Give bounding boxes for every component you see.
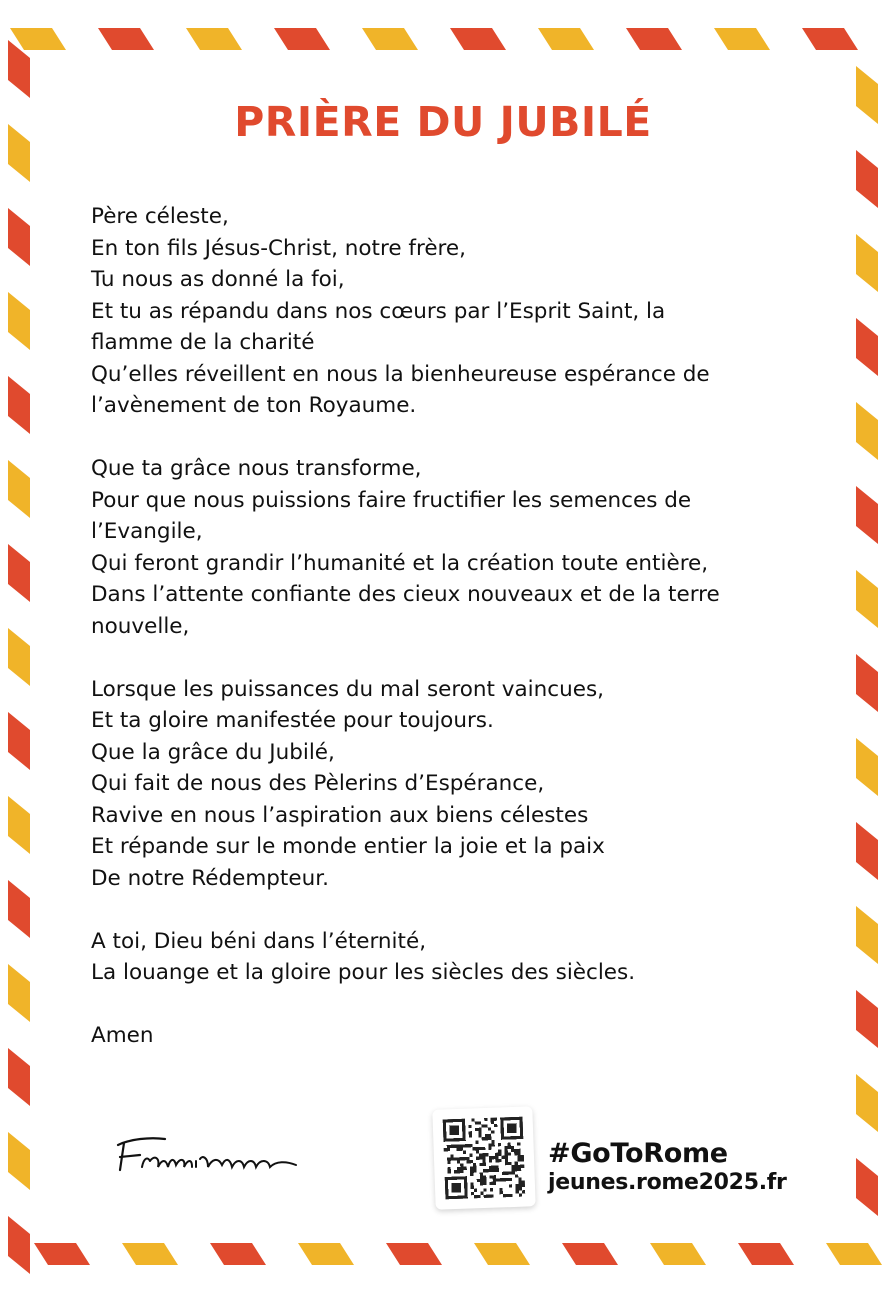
prayer-stanza — [91, 1020, 821, 1052]
prayer-line: Que la grâce du Jubilé, — [91, 739, 335, 765]
prayer-stanza — [91, 201, 821, 422]
hashtag: #GoToRome — [548, 1138, 728, 1169]
prayer-line: nouvelle, — [91, 613, 190, 639]
prayer-line: Ravive en nous l’aspiration aux biens célestes — [91, 802, 589, 828]
prayer-stanza — [91, 926, 821, 989]
prayer-line: En ton fils Jésus-Christ, notre frère, — [91, 235, 466, 261]
airmail-border-bottom — [0, 1223, 886, 1293]
prayer-line: Pour que nous puissions faire fructifier les semences de — [91, 487, 692, 513]
page-title: PRIÈRE DU JUBILÉ — [234, 98, 652, 146]
prayer-line: Qui fait de nous des Pèlerins d’Espérance, — [91, 771, 545, 796]
airmail-border-right — [846, 0, 886, 1293]
prayer-line: Et répande sur le monde entier la joie et la paix — [91, 834, 605, 859]
qr-code-icon[interactable] — [432, 1106, 535, 1209]
prayer-line: La louange et la gloire pour les siècles des siècles. — [91, 960, 636, 985]
prayer-stanza — [91, 674, 821, 895]
prayer-line: Et tu as répandu dans nos cœurs par l’Esprit Saint, la — [91, 298, 666, 324]
prayer-line: A toi, Dieu béni dans l’éternité, — [91, 928, 427, 954]
prayer-line: Que ta grâce nous transforme, — [91, 456, 422, 481]
prayer-line: Qu’elles réveillent en nous la bienheureuse espérance de — [91, 361, 710, 387]
prayer-line: Et ta gloire manifestée pour toujours. — [91, 708, 494, 733]
site-url[interactable]: jeunes.rome2025.fr — [548, 1170, 787, 1195]
prayer-line: l’avènement de ton Royaume. — [91, 393, 417, 418]
signature — [110, 1125, 310, 1185]
airmail-border-left — [0, 0, 40, 1293]
prayer-line: l’Evangile, — [91, 519, 203, 544]
prayer-text — [91, 201, 821, 1083]
prayer-line: Père céleste, — [91, 204, 229, 229]
prayer-line: Lorsque les puissances du mal seront vaincues, — [91, 676, 604, 702]
prayer-line: De notre Rédempteur. — [91, 865, 329, 891]
prayer-line: Qui feront grandir l’humanité et la création toute entière, — [91, 550, 709, 576]
airmail-border-top — [0, 0, 886, 70]
prayer-stanza — [91, 453, 821, 642]
prayer-line: Dans l’attente confiante des cieux nouveaux et de la terre — [91, 582, 720, 607]
prayer-line: Amen — [91, 1023, 154, 1048]
prayer-line: Tu nous as donné la foi, — [91, 267, 345, 292]
prayer-line: flamme de la charité — [91, 330, 315, 355]
